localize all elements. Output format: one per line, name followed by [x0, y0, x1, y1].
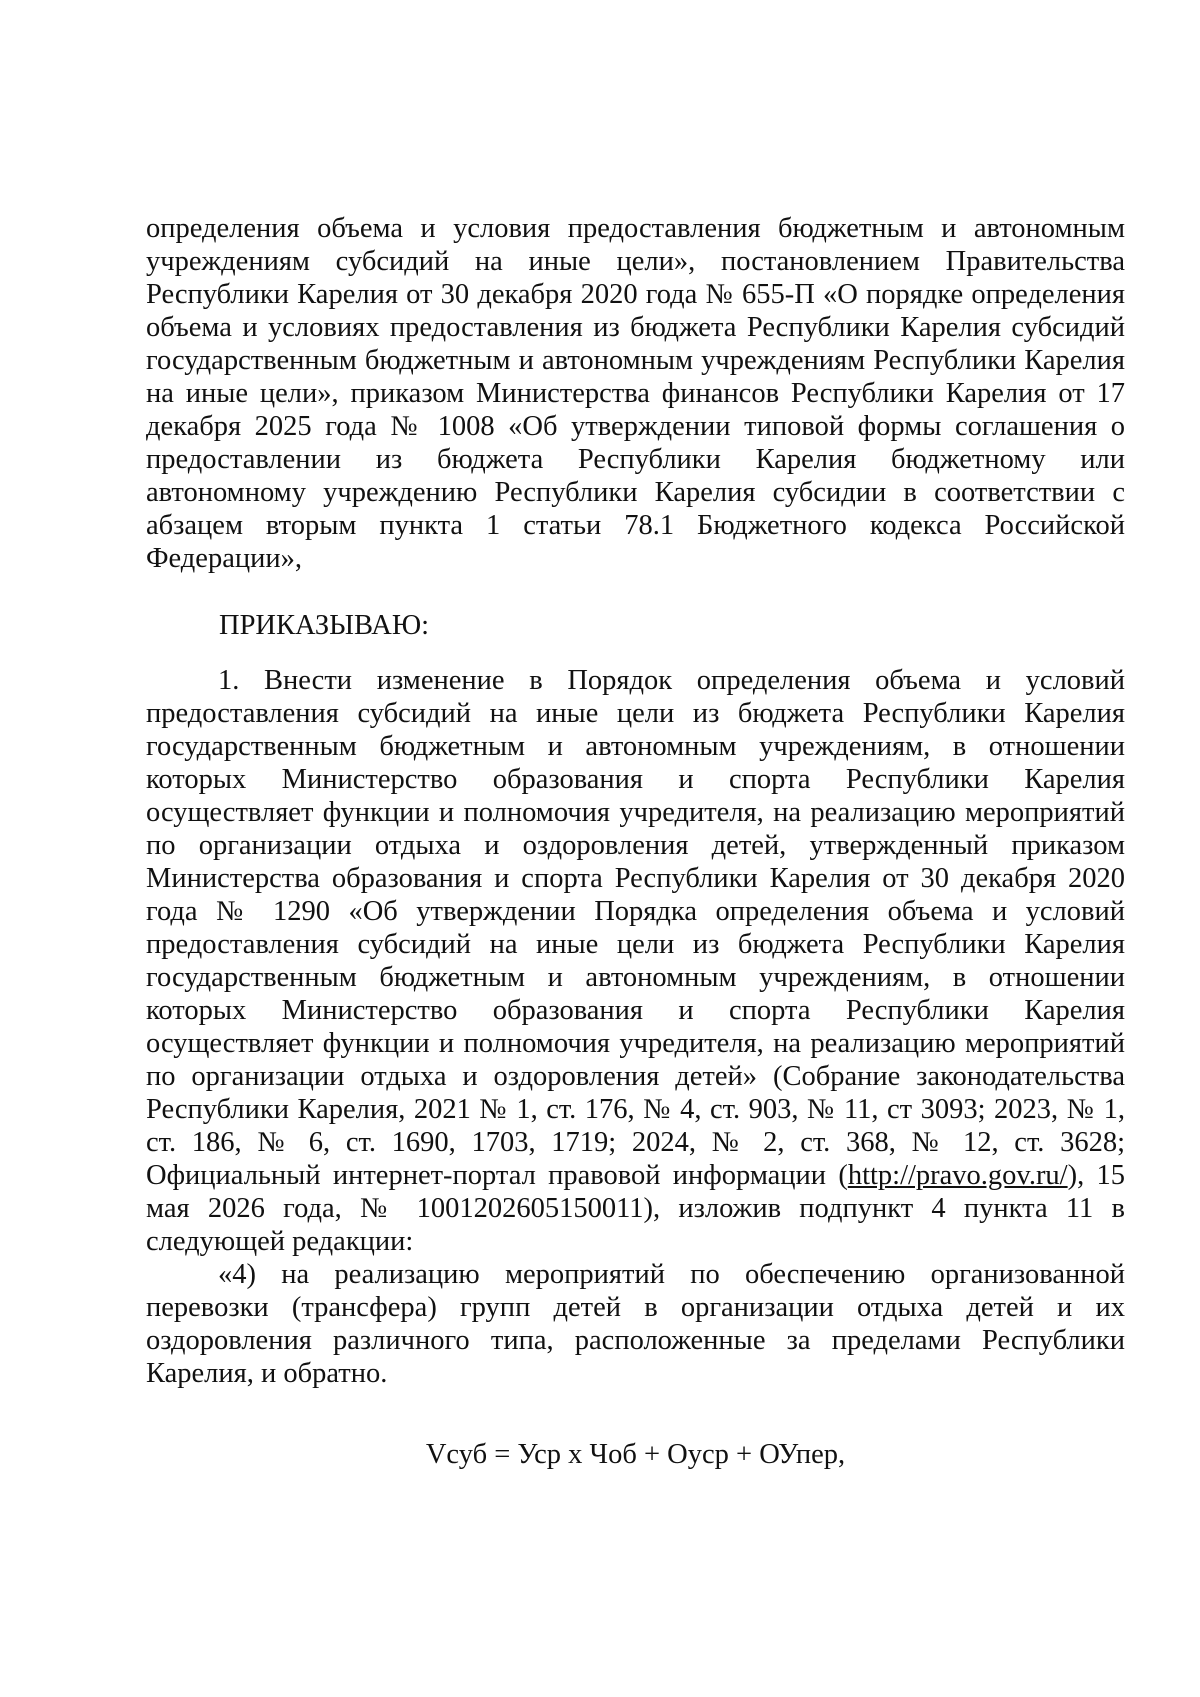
intro-paragraph: определения объема и условия предоставления бюджетным и автономным учреждениям субсидий на иные цели», постановлением Правительства Республики Карелия от 30 декабря 2020 года № 655-П «О порядке определения объема и условиях предоставления из бюджета Республики Карелия субсидий государственным бюджетным и автономным учреждениям Республики Карелия на иные цели», приказом Министерства финансов Республики Карелия от 17 декабря 2025 года № 1008 «Об утверждении типовой формы соглашения о предоставлении из бюджета Республики Карелия бюджетному или автономному учреждению Республики Карелия субсидии в соответствии с абзацем вторым пункта 1 статьи 78.1 Бюджетного кодекса Российской Федерации»,	[146, 213, 1125, 574]
pravo-link[interactable]: http://pravo.gov.ru/	[847, 1160, 1068, 1191]
subitem-4-paragraph: «4) на реализацию мероприятий по обеспечению организованной перевозки (трансфера) групп детей в организации отдыха детей и их оздоровления различного типа, расположенные за пределами Республики Карелия, и обратно.	[146, 1259, 1125, 1389]
formula: Vсуб = Усp x Чоб + Оуср + ОУпер,	[425, 1439, 846, 1470]
item-1-text-end: ), 15 мая 2026 года, № 1001202605150011), изложив подпункт 4 пункта 11 в следующей редакции:	[146, 1160, 1125, 1257]
document-body	[146, 212, 1125, 1471]
item-1-paragraph	[146, 664, 1125, 1258]
item-1-text-start: 1. Внести изменение в Порядок определения объема и условий предоставления субсидий на иные цели из бюджета Республики Карелия государственным бюджетным и автономным учреждениям, в отношении которых Министерство образования и спорта Республики Карелия осуществляет функции и полномочия учредителя, на реализацию мероприятий по организации отдыха и оздоровления детей, утвержденный приказом Министерства образования и спорта Республики Карелия от 30 декабря 2020 года № 1290 «Об утверждении Порядка определения объема и условий предоставления субсидий на иные цели из бюджета Республики Карелия государственным бюджетным и автономным учреждениям, в отношении которых Министерство образования и спорта Республики Карелия осуществляет функции и полномочия учредителя, на реализацию мероприятий по организации отдыха и оздоровления детей» (Собрание законодательства Республики Карелия, 2021 № 1, ст. 176, № 4, ст. 903, № 11, ст 3093; 2023, № 1, ст. 186, № 6, ст. 1690, 1703, 1719; 2024, № 2, ст. 368, № 12, ст. 3628; Официальный интернет-портал правовой информации (	[146, 665, 1125, 1191]
order-heading: ПРИКАЗЫВАЮ:	[219, 610, 430, 641]
